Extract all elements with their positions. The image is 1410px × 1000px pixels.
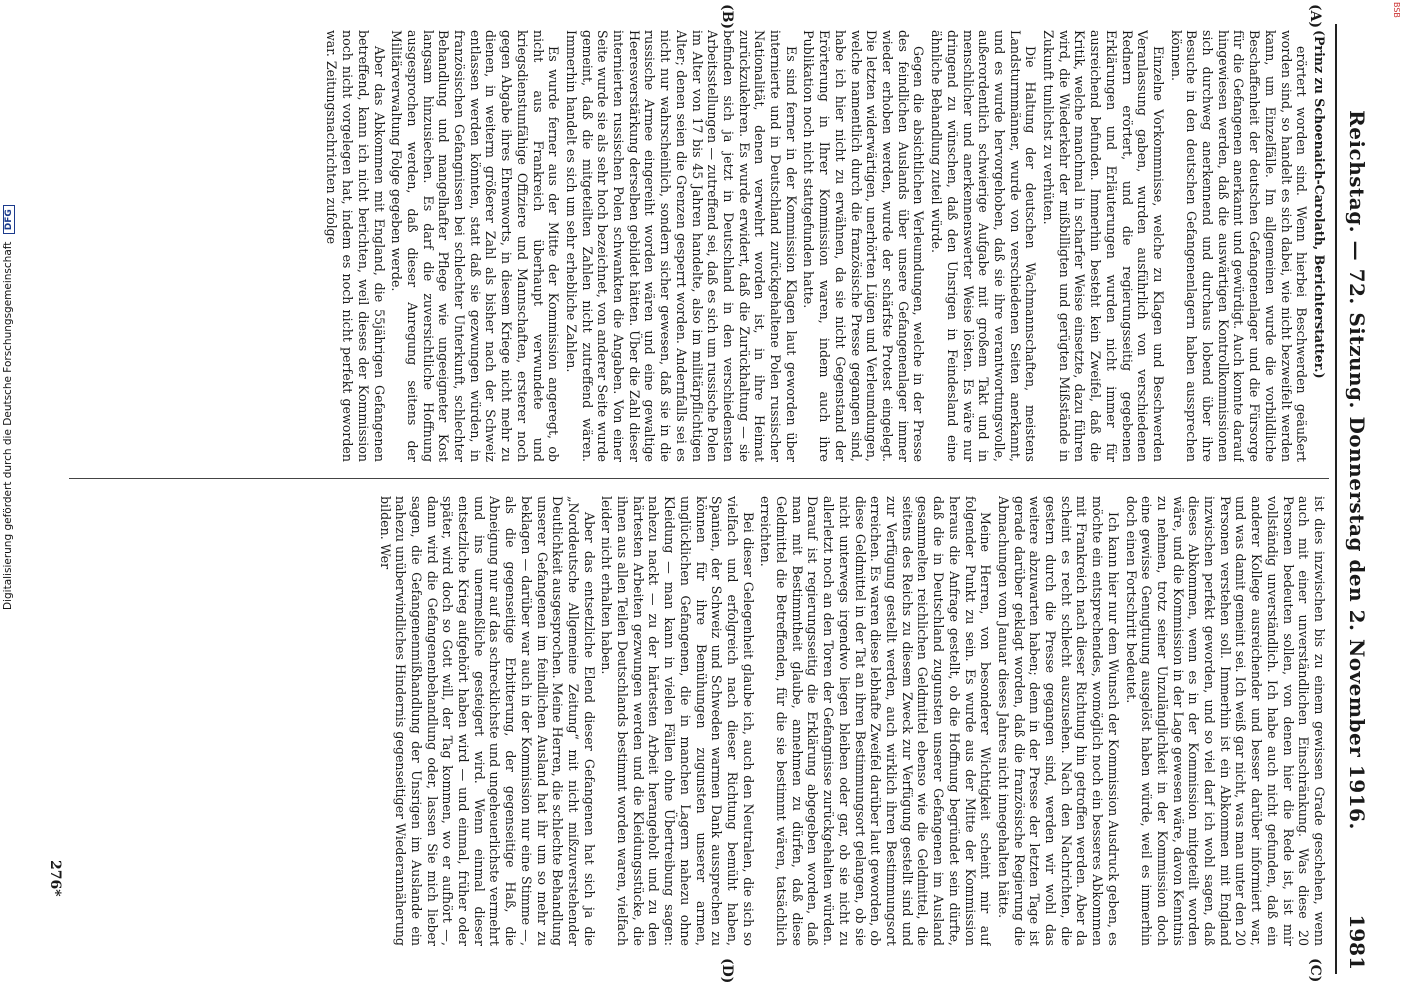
- paragraph: Aber das Abkommen mit England, die 55jährigen Gefangenen betreffend, kann ich nicht berichten, weil dieses der Kommission noch nicht vorgelegen hat, indem es noch nicht perfekt geworden war. Zeitungsnachrichten zufolge: [324, 30, 387, 462]
- margin-marker-a: (A): [1307, 4, 1323, 29]
- page-header: [1337, 30, 1377, 970]
- header-rule: [1335, 24, 1337, 974]
- left-column: [72, 30, 1327, 462]
- sheet-number: 276*: [47, 860, 63, 897]
- margin-marker-d: (D): [719, 958, 735, 984]
- paragraph: Meine Herren, von besonderer Wichtigkeit scheint mir auf folgender Punkt zu sein. Es wurde aus der Mitte der Kommission heraus die Anfrage gestellt, ob die Hoffnung begründet sein dürfte, daß die in Deutschland zugunsten unserer Gefangenen im Ausland gesammelten reichlichen Geldmittel ebenso wie die Geldmittel, die seitens des Reichs zu diesem Zweck zur Verfügung gestellt sind und zur Verfügung gestellt werden, auch wirklich ihren Bestimmungsort erreichen. Es waren diese lebhafte Zweifel darüber laut geworden, ob diese Geldmittel in der Tat an ihren Bestimmungsort gelangen, ob sie nicht unterwegs irgendwo liegen bleiben oder gar, ob sie nicht zu allerletzt noch an den Toren der Gefangnisse zurückgehalten würden. Darauf ist regierungsseitig die Erklärung abgegeben worden, daß man mit Bestimmtheit glaube, annehmen zu dürfen, daß diese Geldmittel die Betreffenden, für die sie bestimmt wären, tatsächlich erreichten.: [758, 496, 994, 946]
- paragraph: ist dies inzwischen bis zu einem gewissen Grade geschehen, wenn auch mit einer unverständlichen Einschränkung. Was diese 20 Personen bedeuten sollen, von denen hier die Rede ist, ist mir vollständig unverständlich. Ich habe auch nicht gefunden, daß ein anderer Kollege ausreichender und besser darüber informiert war, und was damit gemeint sei. Ich weiß gar nicht, was man unter den 20 Personen verstehen soll. Immerhin ist ein Abkommen mit England inzwischen perfekt geworden, und so viel darf ich wohl sagen, daß dieses Abkommen, wenn es in der Kommission mitgeteilt worden wäre, und die Kommission in der Lage gewesen wäre, davon Kenntnis zu nehmen, trotz seiner Unzulänglichkeit in der Kommission doch eine gewisse Genugtuung ausgelöst haben würde, weil es immerhin doch einen Fortschritt bedeutet.: [1123, 496, 1327, 946]
- bsb-watermark: BSB: [1392, 2, 1401, 18]
- paragraph: Bei dieser Gelegenheit glaube ich, auch den Neutralen, die sich so vielfach und erfolgreich nach dieser Richtung bemüht haben, Spanien, der Schweiz und Schweden warmen Dank aussprechen zu können für ihre Bemühungen zugunsten unserer armen, unglücklichen Gefangenen, die in manchen Lagern nahezu ohne Kleidung — man kann in vielen Fällen ohne Übertreibung sagen: nahezu nackt — zu der härtesten Arbeit herangeholt und zu den härtesten Arbeiten gezwungen werden und die Kleidungsstücke, die ihnen aus allen Teilen Deutschlands bestimmt worden waren, vielfach leider nicht erhalten haben.: [599, 496, 756, 946]
- paragraph: Es wurde ferner aus der Mitte der Kommission angeregt, ob nicht aus Frankreich überhaupt verwundete und kriegsdienstunfähige Offiziere und Mannschaften, ersterer noch gegen Abgabe ihres Ehrenworts, in diesem Kriege nicht mehr zu dienen, in weiterm größerer Zahl als bisher nach der Schweiz entlassen werden könnten, statt daß sie gezwungen würden, in französischen Gefangnissen bei schlechter Unterkunft, schlechter Behandlung und mangelhafter Pflege wie ungeeigneter Kost langsam hinzusiechen. Es darf die zuversichtliche Hoffnung ausgesprochen werden, daß dieser Anregung seitens der Militärverwaltung Folge gegeben werde.: [389, 30, 562, 462]
- paragraph: erörtert worden sind. Wenn hierbei Beschwerden geäußert worden sind, so handelt es sich dabei, wie nicht bezweifelt werden kann, um Einzelfälle. Im allgemeinen wurde die vorbildliche Beschaffenheit der deutschen Gefangenenlager und die Fürsorge für die Gefangenen anerkannt und gewürdigt. Auch konnte darauf hingewiesen werden, daß die auswärtigen Kontrollkommissionen sich durchweg anerkennend und durchaus lobend über ihre Besuche in den deutschen Gefangenenlagern haben aussprechen können.: [1168, 30, 1310, 462]
- speaker-line: (Prinz zu Schoenaich-Carolath, Berichterstatter.): [1312, 30, 1327, 379]
- paragraph: Gegen die absichtlichen Verleumdungen, welche in der Presse des feindlichen Auslands über unsere Gefangenenlager immer wieder erhoben werden, wurde der schärfste Protest eingelegt. Die letzten widerwärtigen, unerhörten Lügen und Verleumdungen, welche namentlich durch die französische Presse gegangen sind, habe ich hier nicht zu erwähnen, da sie nicht Gegenstand der Erörterung in Ihrer Kommission waren, indem auch ihre Publikation noch nicht stattgefunden hatte.: [801, 30, 927, 462]
- paragraph: Einzelne Vorkommnisse, welche zu Klagen und Beschwerden Veranlassung gaben, wurden ausführlich von verschiedenen Rednern erörtert, und die regierungsseitig gegebenen Erklärungen und Erläuterungen wurden nicht immer für ausreichend befunden. Immerhin besteht kein Zweifel, daß die Kritik, welche manchmal in scharfer Weise einsetzte, dazu führen wird, die Wiederkehr der mißbilligten und gerügten Mißstände in Zukunft tunlichst zu verhüten.: [1041, 30, 1166, 462]
- paragraph: Es sind ferner in der Kommission Klagen laut geworden über internierte und in Deutschland zurückgehaltene Polen russischer Nationalität, denen verwehrt worden ist, in ihre Heimat zurückzukehren. Es wurde erwidert, daß die Zurückhaltung — sie befinden sich ja jetzt in Deutschland in den verschiedensten Arbeitsstellungen — zutreffend sei, daß es sich um russische Polen im Alter von 17 bis 45 Jahren handelte, also im militärpflichtigen Alter; denen seien die Grenzen gesperrt worden. Andernfalls sei es nicht nur wahrscheinlich, sondern sicher gewesen, daß sie in die russische Armee eingereiht worden wären und eine gewaltige Heeresverstärkung derselben gebildet hätten. Über die Zahl dieser internierten russischen Polen schwankten die Angaben. Von einer Seite wurde sie als sehr hoch bezeichnet, von anderer Seite wurde gemeint, daß die mitgeteilten Zahlen nicht zutreffend wären. Immerhin handelt es sich um sehr erhebliche Zahlen.: [563, 30, 799, 462]
- margin-marker-b: (B): [719, 4, 735, 30]
- paragraph: Ich kann hier nur dem Wunsch der Kommission Ausdruck geben, es möchte ein entsprechendes, womöglich noch ein besseres Abkommen mit Frankreich nach dieser Richtung hin getroffen werden. Aber da scheint es recht schlecht auszusehen. Nach den Nachrichten, die gestern durch die Presse gegangen sind, werden wir wohl das weitere abzuwarten haben; denn in der Presse der letzten Tage ist gerade darüber geklagt worden, daß die französische Regierung die Abmachungen vom Januar dieses Jahres nicht innegehalten hätte.: [995, 496, 1121, 946]
- paragraph: Aber das entsetzliche Elend dieser Gefangenen hat sich ja die „Norddeutsche Allgemeine Zeitung“ mit nicht mißzuverstehender Deutlichkeit ausgesprochen. Meine Herren, die schlechte Behandlung unserer Gefangenen im feindlichen Ausland hat ihr um so mehr zu beklagen — darüber war auch in der Kommission nur eine Stimme —, als die gegenseitige Erbitterung, der gegenseitige Haß, die Abneigung nur auf das schrecklichste und ungeheuerlichste vermehrt und ins unermeßliche gesteigert wird. Wenn einmal dieser entsetzliche Krieg aufgehört haben wird — und einmal, früher oder später, wird doch so Gott will, der Tag kommen, wo er aufhört —, dann wird die Gefangenenbehandlung oder, lassen Sie mich lieber sagen, die Gefangenenmißhandlung der Unsrigen im Auslande ein nahezu unüberwindliches Hindernis gegenseitiger Wiederannäherung bilden. Wer: [377, 496, 597, 946]
- dfg-logo-icon: DFG: [3, 205, 15, 234]
- right-column: [72, 496, 1327, 946]
- credit-text: Digitalisierung gefördert durch die Deutsche Forschungsgemeinschaft: [2, 241, 14, 610]
- page-number: 1981: [1345, 914, 1369, 970]
- margin-marker-c: (C): [1307, 958, 1323, 983]
- paragraph: Die Haltung der deutschen Wachmannschaften, meistens Landsturmmänner, wurde von verschiedenen Seiten anerkannt, und es wurde hervorgehoben, daß sie ihre verantwortungsvolle, außerordentlich schwierige Aufgabe mit großem Takt und in menschlicher und anerkennenswerter Weise lösten. Es wäre nur dringend zu wünschen, daß den Unsrigen in Feindesland eine ähnliche Behandlung zuteil würde.: [929, 30, 1039, 462]
- digitization-credit: [2, 209, 18, 610]
- header-title: Reichstag. — 72. Sitzung. Donnerstag den 2. November 1916.: [1345, 110, 1369, 830]
- column-divider: [69, 478, 1329, 479]
